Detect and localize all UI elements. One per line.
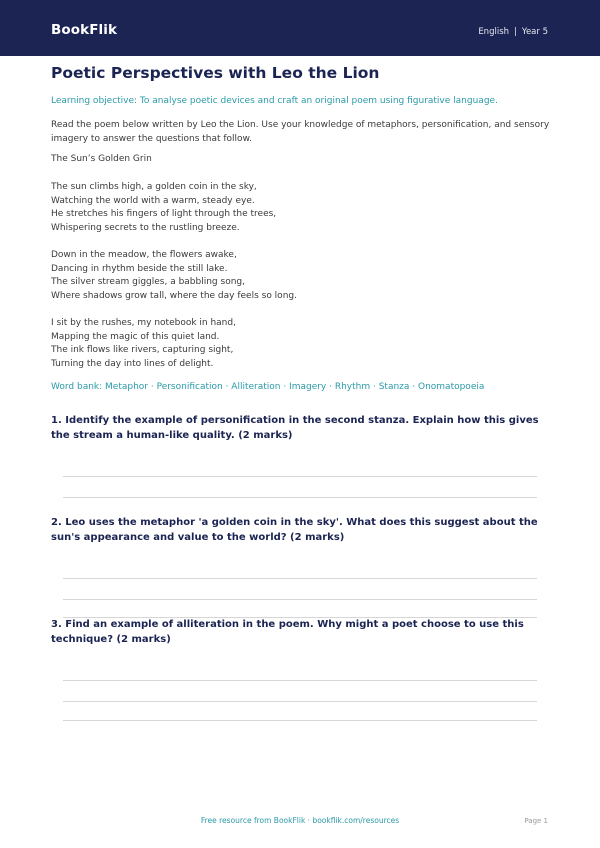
question-1: 1. Identify the example of personification in the second stanza. Explain how this gives the stream a human-like quality. (2 marks) xyxy=(51,415,539,441)
poem-line: Down in the meadow, the flowers awake, xyxy=(51,250,237,260)
footer-source-link[interactable]: Free resource from BookFlik · bookflik.com/resources xyxy=(200,816,400,825)
poem-line: The silver stream giggles, a babbling song, xyxy=(51,277,245,288)
page-number: Page 1 xyxy=(524,817,548,825)
intro-text: Read the poem below written by Leo the Lion. Use your knowledge of metaphors, personification, and sensory imagery to answer the questions that follow. xyxy=(51,120,550,144)
poem-title: The Sun’s Golden Grin xyxy=(51,154,152,164)
poem-stanza-1 xyxy=(51,181,276,236)
word-bank: Word bank: Metaphor · Personification · Alliteration · Imagery · Rhythm · Stanza · Onomatopoeia xyxy=(51,382,485,392)
poem-stanza-2 xyxy=(51,249,297,304)
page-title: Poetic Perspectives with Leo the Lion xyxy=(51,64,380,82)
poem-line: Where shadows grow tall, where the day feels so long. xyxy=(51,291,297,302)
year-label: Year 5 xyxy=(521,27,548,37)
poem-stanza-3 xyxy=(51,317,236,372)
poem-line: Mapping the magic of this quiet land. xyxy=(51,331,220,342)
answer-line[interactable] xyxy=(63,476,537,477)
subject-year-label xyxy=(478,27,548,37)
poem-line: Whispering secrets to the rustling breeze. xyxy=(51,223,240,234)
poem-line: The ink flows like rivers, capturing sight, xyxy=(51,345,234,356)
brand-logo-text[interactable]: BookFlik xyxy=(51,22,118,38)
learning-objective: Learning objective: To analyse poetic devices and craft an original poem using figurative language. xyxy=(51,96,498,106)
page-header xyxy=(0,0,600,56)
answer-line[interactable] xyxy=(63,497,537,498)
question-2: 2. Leo uses the metaphor 'a golden coin in the sky'. What does this suggest about the sun's appearance and value to the world? (2 marks) xyxy=(51,517,538,543)
meta-separator: | xyxy=(514,27,517,37)
poem-line: Dancing in rhythm beside the still lake. xyxy=(51,263,228,274)
question-3: 3. Find an example of alliteration in the poem. Why might a poet choose to use this technique? (2 marks) xyxy=(51,619,524,645)
poem-line: Turning the day into lines of delight. xyxy=(51,359,214,370)
answer-line[interactable] xyxy=(63,599,537,600)
poem-line: I sit by the rushes, my notebook in hand, xyxy=(51,318,236,328)
answer-line[interactable] xyxy=(63,680,537,681)
poem-line: Watching the world with a warm, steady eye. xyxy=(51,195,255,206)
answer-line[interactable] xyxy=(63,578,537,579)
answer-line[interactable] xyxy=(63,701,537,702)
poem-line: The sun climbs high, a golden coin in the sky, xyxy=(51,182,257,192)
answer-line[interactable] xyxy=(63,720,537,721)
subject-label: English xyxy=(478,27,510,37)
poem-line: He stretches his fingers of light through the trees, xyxy=(51,209,277,220)
